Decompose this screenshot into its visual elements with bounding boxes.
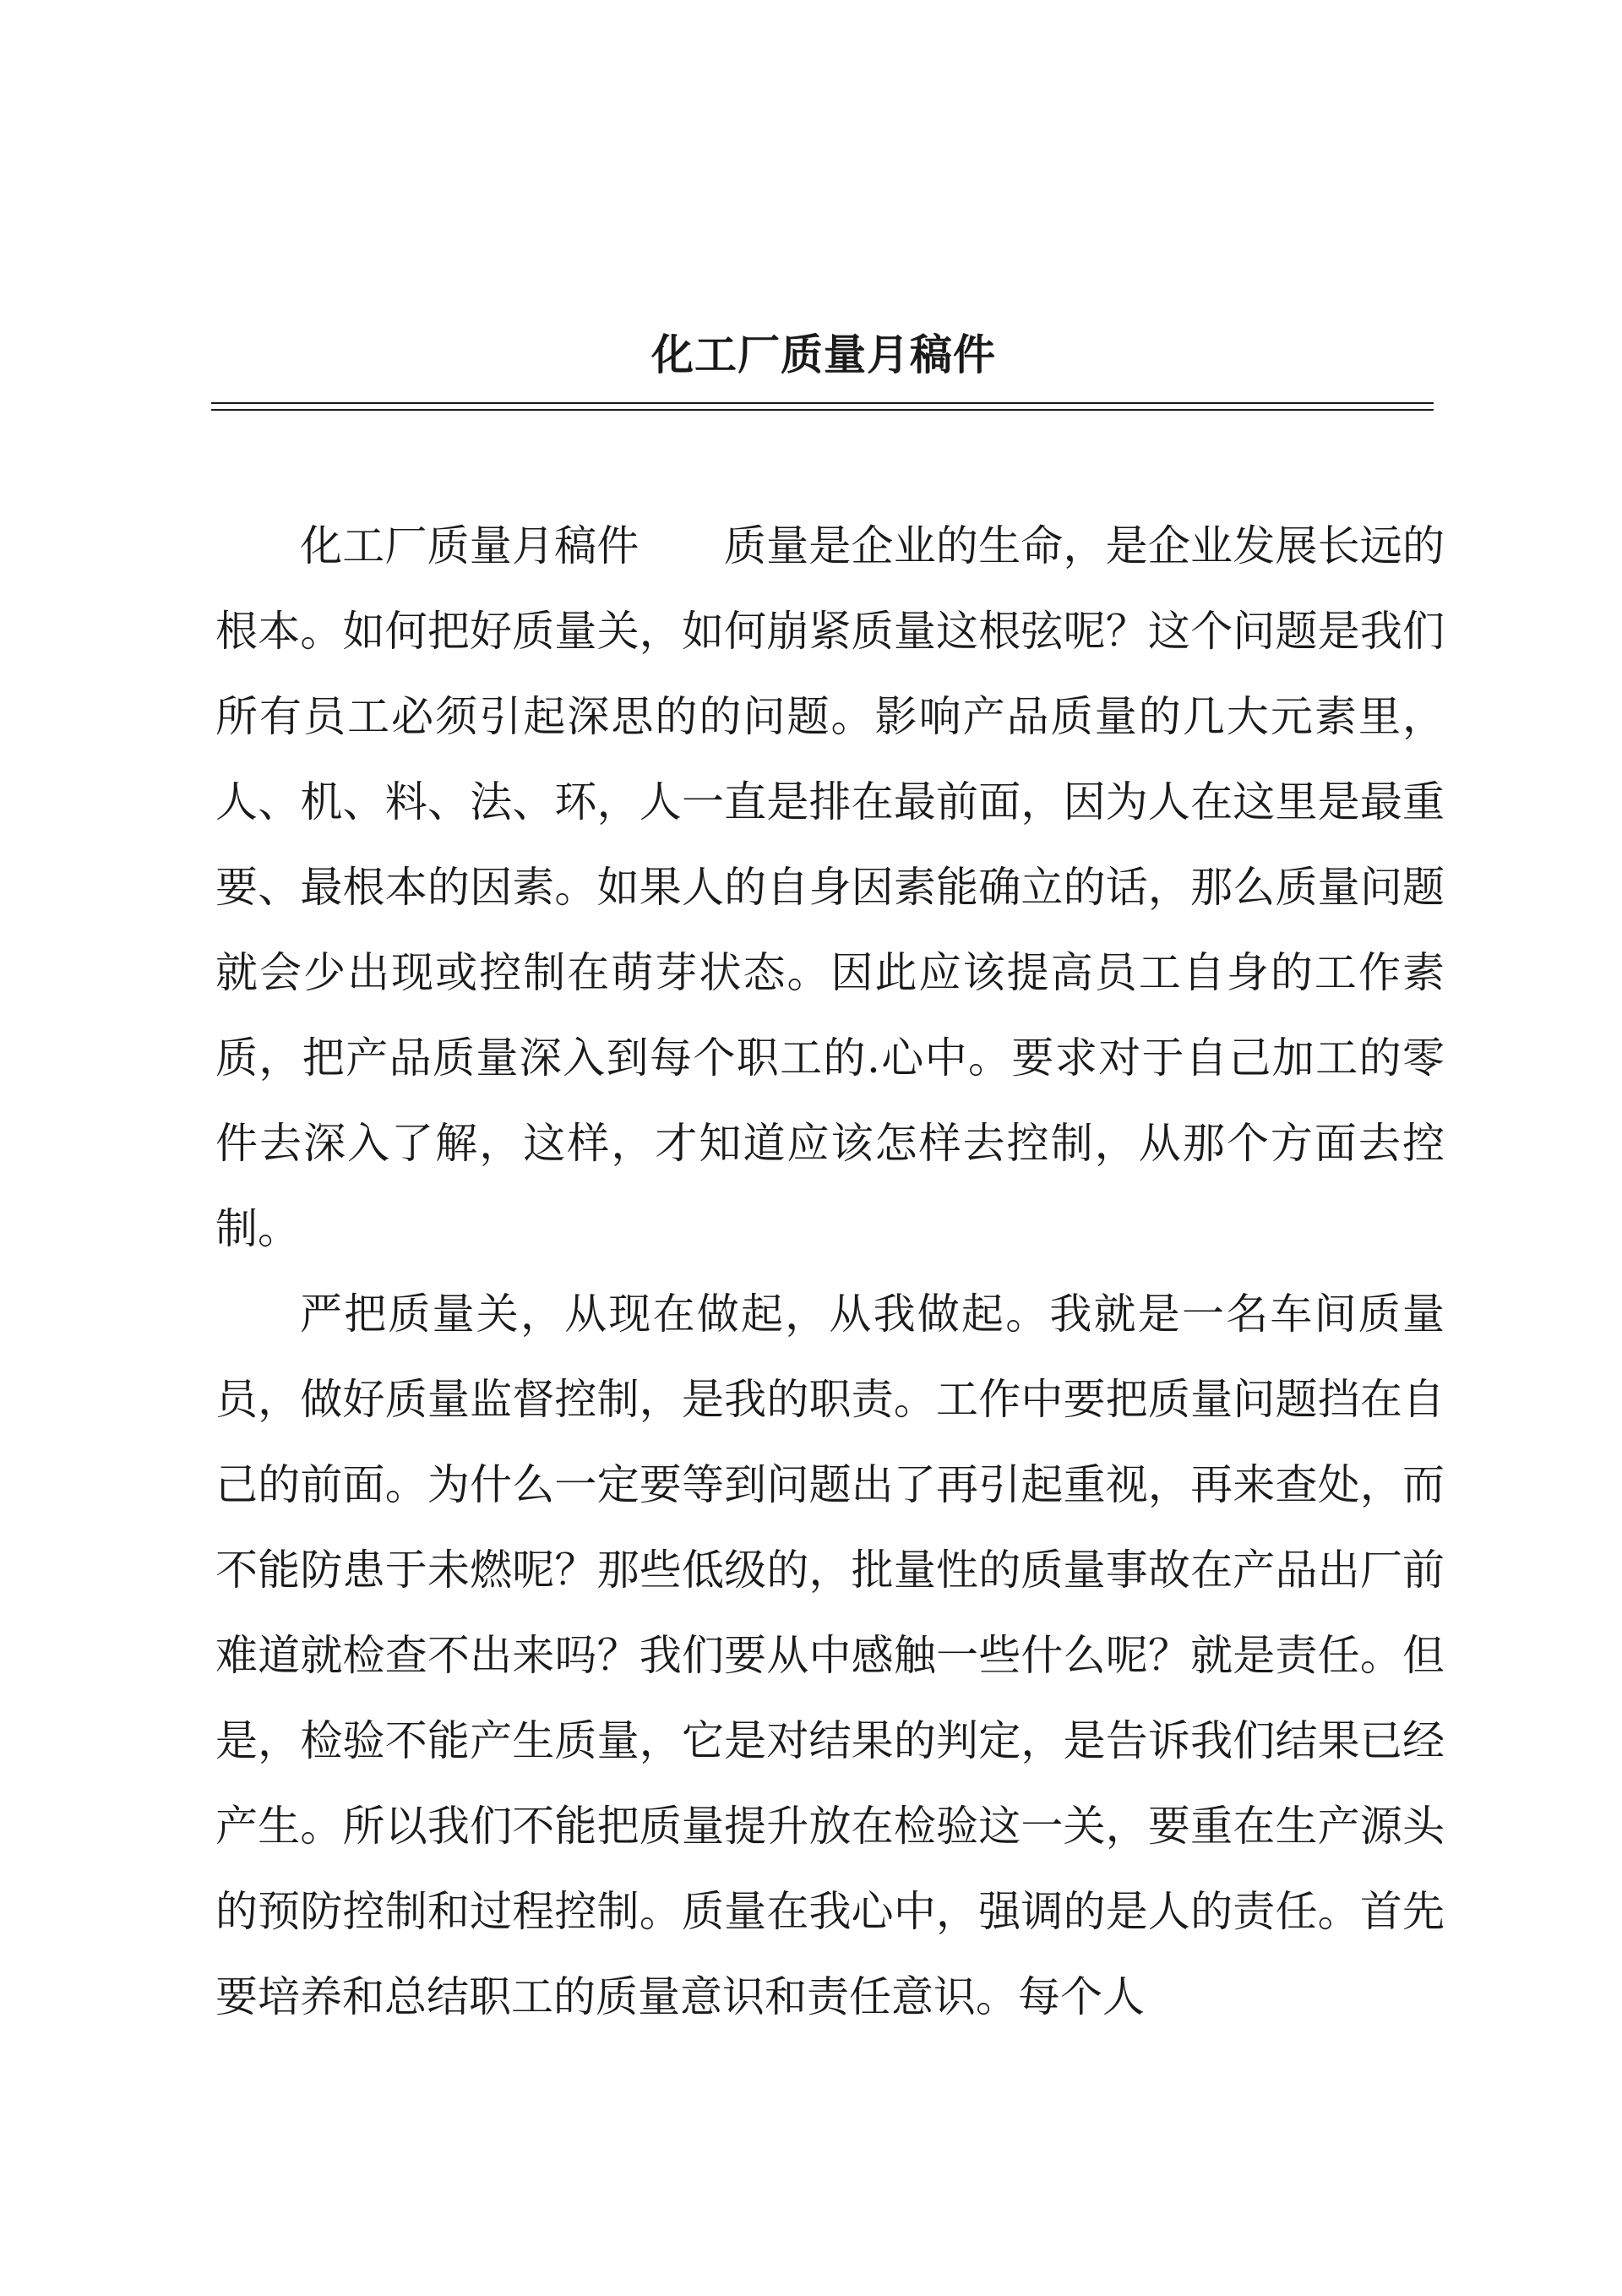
paragraph-1: 化工厂质量月稿件 质量是企业的生命，是企业发展长远的根本。如何把好质量关，如何崩紧质量这根弦呢？这个问题是我们所有员工必须引起深思的的问题。影响产品质量的几大元素里，人、机、料、法、环，人一直是排在最前面，因为人在这里是最重要、最根本的因素。如果人的自身因素能确立的话，那么质量问题就会少出现或控制在萌芽状态。因此应该提高员工自身的工作素质，把产品质量深入到每个职工的.心中。要求对于自己加工的零件去深入了解，这样，才知道应该怎样去控制，从那个方面去控制。	[215, 521, 1445, 1253]
paragraph-2: 严把质量关，从现在做起，从我做起。我就是一名车间质量员，做好质量监督控制，是我的职责。工作中要把质量问题挡在自己的前面。为什么一定要等到问题出了再引起重视，再来查处，而不能防患于未燃呢？那些低级的，批量性的质量事故在产品出厂前难道就检查不出来吗？我们要从中感触一些什么呢？就是责任。但是，检验不能产生质量，它是对结果的判定，是告诉我们结果已经产生。所以我们不能把质量提升放在检验这一关，要重在生产源头的预防控制和过程控制。质量在我心中，强调的是人的责任。首先要培养和总结职工的质量意识和责任意识。每个人	[215, 1290, 1445, 2021]
document-body	[215, 504, 1445, 2040]
title-divider-top	[211, 402, 1434, 404]
document-title: 化工厂质量月稿件	[651, 330, 996, 379]
title-divider-bottom	[211, 409, 1434, 411]
